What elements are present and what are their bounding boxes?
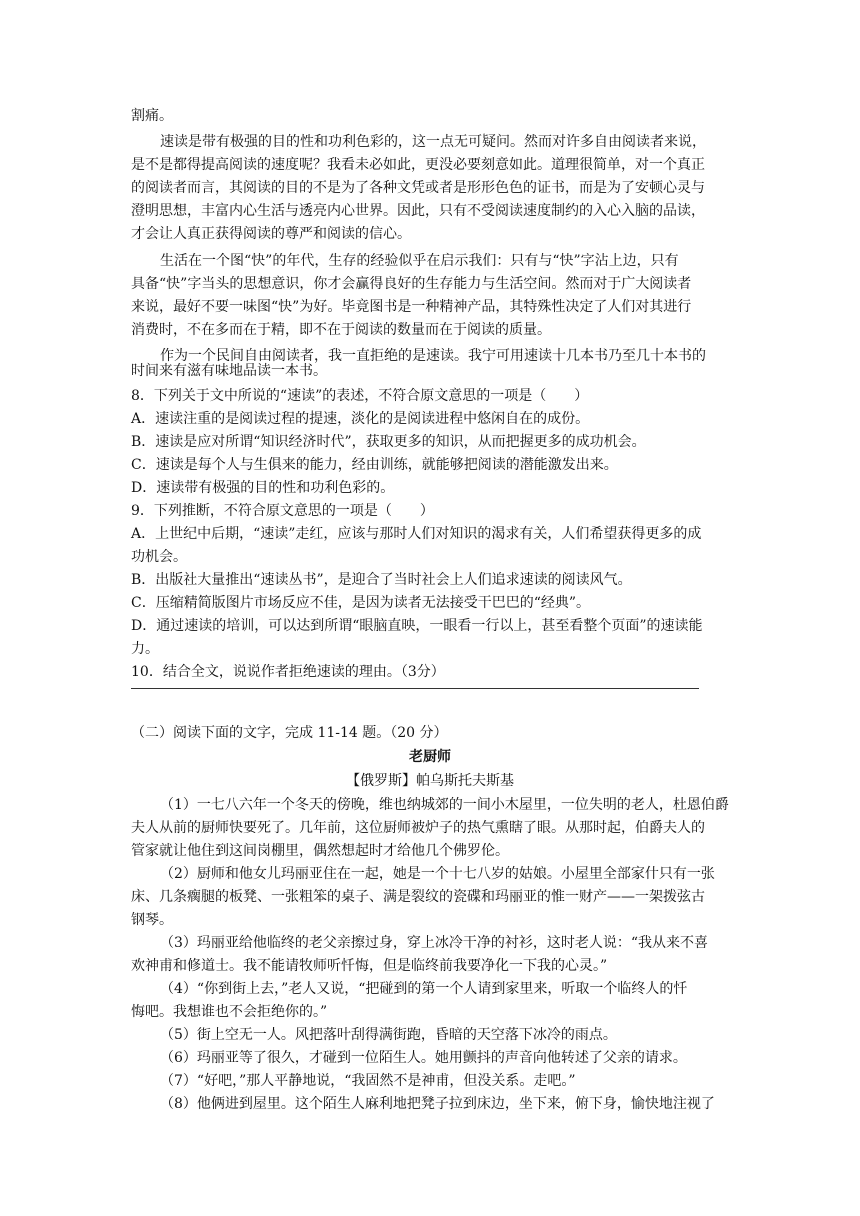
story-line: （1）一七八六年一个冬天的傍晚，维也纳城郊的一间小木屋里，一位失明的老人，杜恩伯爵 [160, 797, 729, 813]
option-a: A．上世纪中后期，“速读”走红，应该与那时人们对知识的渴求有关，人们希望获得更多的成 [131, 526, 702, 542]
essay-line: 才会让人真正获得阅读的尊严和阅读的信心。 [131, 226, 411, 242]
option-d: D．通过速读的培训，可以达到所谓“眼脑直映，一眼看一行以上，甚至看整个页面”的速读能 [131, 618, 703, 634]
essay-line: 的阅读者而言，其阅读的目的不是为了各种文凭或者是形形色色的证书，而是为了安顿心灵与 [131, 180, 705, 196]
essay-line: 生活在一个图“快”的年代，生存的经验似乎在启示我们：只有与“快”字沾上边，只有 [160, 253, 679, 269]
story-line: 欢神甫和修道士。我不能请牧师听忏悔，但是临终前我要净化一下我的心灵。” [131, 958, 608, 974]
essay-line: 消费时，不在多而在于精，即不在于阅读的数量而在于阅读的质量。 [131, 322, 551, 338]
option-c: C．压缩精简版图片市场反应不佳，是因为读者无法接受干巴巴的“经典”。 [131, 595, 591, 611]
essay-line: 是不是都得提高阅读的速度呢？我看未必如此，更没必要刻意如此。道理很简单，对一个真正 [131, 157, 705, 173]
essay-line: 澄明思想，丰富内心生活与透亮内心世界。因此，只有不受阅读速度制约的入心入脑的品读， [131, 203, 705, 219]
essay-line: 作为一个民间自由阅读者，我一直拒绝的是速读。我宁可用速读十几本书乃至几十本书的 [160, 348, 706, 364]
story-line: （2）厨师和他女儿玛丽亚住在一起，她是一个十七八岁的姑娘。小屋里全部家什只有一张 [160, 866, 715, 882]
story-line: 钢琴。 [131, 912, 173, 928]
story-line: （6）玛丽亚等了很久，才碰到一位陌生人。她用颤抖的声音向他转述了父亲的请求。 [160, 1050, 687, 1066]
option-d: D．速读带有极强的目的性和功利色彩的。 [131, 480, 395, 496]
section-heading: （二）阅读下面的文字，完成 11-14 题。（20 分） [131, 725, 448, 741]
story-line: 悔吧。我想谁也不会拒绝你的。” [131, 1004, 328, 1020]
question-9: 9．下列推断，不符合原文意思的一项是（ ） [131, 503, 434, 519]
story-line: （7）“好吧，”那人平静地说，“我固然不是神甫，但没关系。走吧。” [160, 1073, 576, 1089]
question-10: 10．结合全文，说说作者拒绝速读的理由。（3分） [131, 664, 445, 680]
option-a-continued: 功机会。 [131, 549, 187, 565]
story-line: （3）玛丽亚给他临终的老父亲擦过身，穿上冰冷干净的衬衫，这时老人说：“我从来不喜 [160, 935, 709, 951]
option-d-continued: 力。 [131, 641, 159, 657]
answer-line[interactable] [131, 688, 699, 689]
story-line: 床、几条瘸腿的板凳、一张粗笨的桌子、满是裂纹的瓷碟和玛丽亚的惟一财产——一架拨弦古 [131, 889, 705, 905]
option-a: A．速读注重的是阅读过程的提速，淡化的是阅读进程中悠闲自在的成份。 [131, 411, 590, 427]
option-c: C．速读是每个人与生俱来的能力，经由训练，就能够把阅读的潜能激发出来。 [131, 457, 618, 473]
option-b: B．出版社大量推出“速读丛书”，是迎合了当时社会上人们追求速读的阅读风气。 [131, 572, 632, 588]
question-8: 8．下列关于文中所说的“速读”的表述，不符合原文意思的一项是（ ） [131, 388, 589, 404]
essay-line: 割痛。 [131, 108, 173, 124]
essay-line: 速读是带有极强的目的性和功利色彩的，这一点无可疑问。然而对许多自由阅读者来说， [160, 134, 706, 150]
story-author: 【俄罗斯】帕乌斯托夫斯基 [346, 773, 514, 789]
essay-line: 具备“快”字当头的思想意识，你才会赢得良好的生存能力与生活空间。然而对于广大阅读者 [131, 276, 692, 292]
story-title: 老厨师 [409, 749, 451, 765]
story-line: （8）他俩进到屋里。这个陌生人麻利地把凳子拉到床边，坐下来，俯下身，愉快地注视了 [160, 1096, 715, 1112]
story-line: 夫人从前的厨师快要死了。几年前，这位厨师被炉子的热气熏瞎了眼。从那时起，伯爵夫人的 [131, 820, 705, 836]
option-b: B．速读是应对所谓“知识经济时代”，获取更多的知识，从而把握更多的成功机会。 [131, 434, 646, 450]
story-line: （4）“你到街上去，”老人又说，“把碰到的第一个人请到家里来，听取一个临终人的忏 [160, 981, 688, 997]
essay-line: 时间来有滋有味地品读一本书。 [131, 363, 327, 379]
story-line: （5）街上空无一人。风把落叶刮得满街跑，昏暗的天空落下冰冷的雨点。 [160, 1027, 617, 1043]
story-line: 管家就让他住到这间岗棚里，偶然想起时才给他几个佛罗伦。 [131, 843, 509, 859]
essay-line: 来说，最好不要一味图“快”为好。毕竟图书是一种精神产品，其特殊性决定了人们对其进行 [131, 299, 692, 315]
